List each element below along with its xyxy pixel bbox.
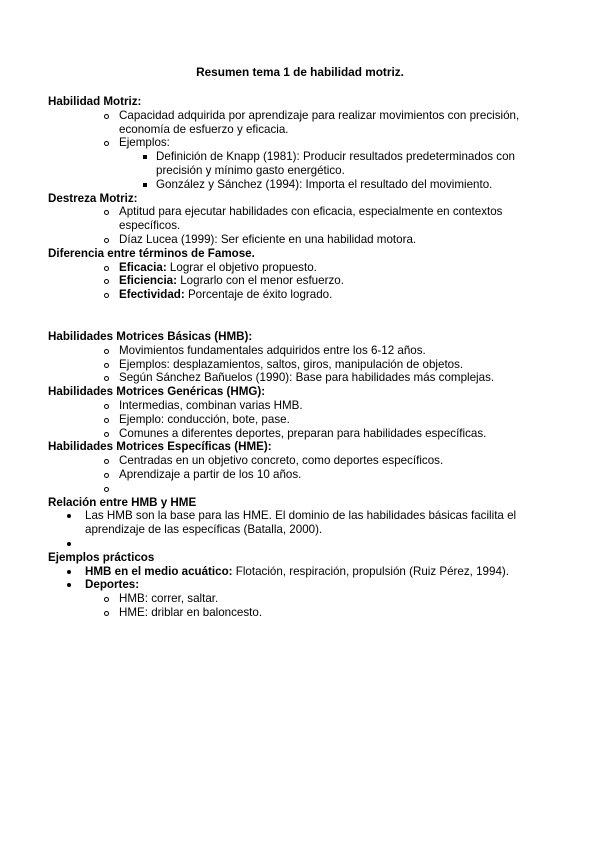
list-item-text: Intermedias, combinan varias HMB. bbox=[119, 398, 303, 412]
list-hmg bbox=[48, 399, 548, 440]
list-hme bbox=[48, 454, 548, 495]
sub-list-item-text: HME: driblar en baloncesto. bbox=[119, 605, 263, 619]
sub-list-item-text: Definición de Knapp (1981): Producir resultados predeterminados con precisión y mínimo gasto energético. bbox=[156, 150, 515, 177]
list-item bbox=[48, 578, 548, 619]
term-label: Eficacia: bbox=[119, 260, 167, 274]
list-item-text: Movimientos fundamentales adquiridos entre los 6-12 años. bbox=[119, 343, 426, 357]
sub-list-item bbox=[48, 606, 548, 620]
list-item bbox=[48, 205, 548, 233]
hollow-bullet-icon bbox=[104, 432, 109, 437]
list-item-text: Centradas en un objetivo concreto, como deportes específicos. bbox=[119, 454, 444, 468]
sub-list-item-text: HMB: correr, saltar. bbox=[119, 592, 219, 606]
hollow-bullet-icon bbox=[104, 376, 109, 381]
heading-diferencia-terminos: Diferencia entre términos de Famose. bbox=[48, 246, 255, 260]
term-label: Deportes: bbox=[85, 578, 140, 592]
list-item-empty bbox=[48, 537, 548, 551]
hollow-bullet-icon bbox=[104, 238, 109, 243]
document-title: Resumen tema 1 de habilidad motriz. bbox=[196, 65, 404, 79]
list-item-text: Ejemplo: conducción, bote, pase. bbox=[119, 412, 290, 426]
heading-hmb: Habilidades Motrices Básicas (HMB): bbox=[48, 329, 253, 343]
list-item-text: Ejemplos: bbox=[119, 136, 170, 150]
hollow-bullet-icon bbox=[104, 418, 109, 423]
term-label: Efectividad: bbox=[119, 288, 185, 302]
term-definition: Lograrlo con el menor esfuerzo. bbox=[177, 274, 344, 288]
heading-hme: Habilidades Motrices Específicas (HME): bbox=[48, 440, 272, 454]
list-ejemplos-practicos bbox=[48, 565, 548, 620]
square-bullet-icon bbox=[143, 155, 147, 159]
sub-list-item-text: González y Sánchez (1994): Importa el resultado del movimiento. bbox=[156, 177, 493, 191]
list-item bbox=[48, 509, 548, 537]
hollow-bullet-icon bbox=[104, 363, 109, 368]
sub-list-item bbox=[48, 178, 548, 192]
list-item bbox=[48, 565, 548, 579]
list-item-text: Ejemplos: desplazamientos, saltos, giros, manipulación de objetos. bbox=[119, 357, 464, 371]
hollow-bullet-icon bbox=[104, 210, 109, 215]
heading-habilidad-motriz: Habilidad Motriz: bbox=[48, 95, 142, 108]
sublist-deportes bbox=[85, 592, 548, 620]
term-definition: Lograr el objetivo propuesto. bbox=[166, 260, 317, 274]
bullet-icon bbox=[67, 570, 71, 574]
list-item bbox=[48, 454, 548, 468]
list-item bbox=[48, 358, 548, 372]
list-item-text: Díaz Lucea (1999): Ser eficiente en una habilidad motora. bbox=[119, 232, 417, 246]
term-label: HMB en el medio acuático: bbox=[85, 564, 233, 578]
heading-destreza-motriz: Destreza Motriz: bbox=[48, 191, 138, 205]
bullet-icon bbox=[67, 542, 71, 546]
term-definition: Porcentaje de éxito logrado. bbox=[184, 288, 333, 302]
list-diferencia bbox=[48, 261, 548, 302]
heading-relacion: Relación entre HMB y HME bbox=[48, 495, 197, 509]
list-item bbox=[48, 261, 548, 275]
square-bullet-icon bbox=[143, 183, 147, 187]
hollow-bullet-icon bbox=[104, 597, 109, 602]
list-item-text: Capacidad adquirida por aprendizaje para realizar movimientos con precisión, economía de esfuerzo y eficacia. bbox=[119, 108, 520, 136]
list-relacion bbox=[48, 509, 548, 550]
sublist-ejemplos bbox=[119, 150, 548, 191]
list-item bbox=[48, 233, 548, 247]
list-item bbox=[48, 109, 548, 137]
hollow-bullet-icon bbox=[104, 293, 109, 298]
list-item-text: Aptitud para ejecutar habilidades con eficacia, especialmente en contextos específicos. bbox=[119, 205, 503, 233]
hollow-bullet-icon bbox=[104, 473, 109, 478]
hollow-bullet-icon bbox=[104, 141, 109, 146]
list-item bbox=[48, 136, 548, 191]
hollow-bullet-icon bbox=[104, 279, 109, 284]
list-item-text: Comunes a diferentes deportes, preparan para habilidades específicas. bbox=[119, 426, 487, 440]
list-item bbox=[48, 468, 548, 482]
hollow-bullet-icon bbox=[104, 114, 109, 119]
list-item bbox=[48, 413, 548, 427]
list-item bbox=[48, 399, 548, 413]
list-hmb bbox=[48, 344, 548, 385]
list-item-empty bbox=[48, 482, 548, 496]
list-item bbox=[48, 344, 548, 358]
list-item-text: Según Sánchez Bañuelos (1990): Base para habilidades más complejas. bbox=[119, 371, 495, 385]
document-body bbox=[48, 95, 548, 620]
hollow-bullet-icon bbox=[104, 459, 109, 464]
heading-ejemplos-practicos: Ejemplos prácticos bbox=[48, 550, 155, 564]
list-item bbox=[48, 288, 548, 302]
sub-list-item bbox=[48, 592, 548, 606]
list-habilidad-motriz bbox=[48, 109, 548, 192]
hollow-bullet-icon bbox=[104, 404, 109, 409]
list-item bbox=[48, 427, 548, 441]
list-item bbox=[48, 274, 548, 288]
list-item-text: Aprendizaje a partir de los 10 años. bbox=[119, 467, 302, 481]
sub-list-item bbox=[48, 150, 548, 178]
hollow-bullet-icon bbox=[104, 266, 109, 271]
hollow-bullet-icon bbox=[104, 487, 109, 492]
bullet-icon bbox=[67, 583, 71, 587]
heading-hmg: Habilidades Motrices Genéricas (HMG): bbox=[48, 385, 266, 399]
list-destreza-motriz bbox=[48, 205, 548, 246]
list-item-text: Las HMB son la base para las HME. El dominio de las habilidades básicas facilita el aprendizaje de las específicas (Batalla, 2000). bbox=[85, 509, 517, 537]
term-label: Eficiencia: bbox=[119, 274, 177, 288]
hollow-bullet-icon bbox=[104, 611, 109, 616]
list-item bbox=[48, 371, 548, 385]
hollow-bullet-icon bbox=[104, 349, 109, 354]
term-definition: Flotación, respiración, propulsión (Ruiz Pérez, 1994). bbox=[232, 564, 509, 578]
blank-space bbox=[48, 302, 548, 330]
bullet-icon bbox=[67, 514, 71, 518]
